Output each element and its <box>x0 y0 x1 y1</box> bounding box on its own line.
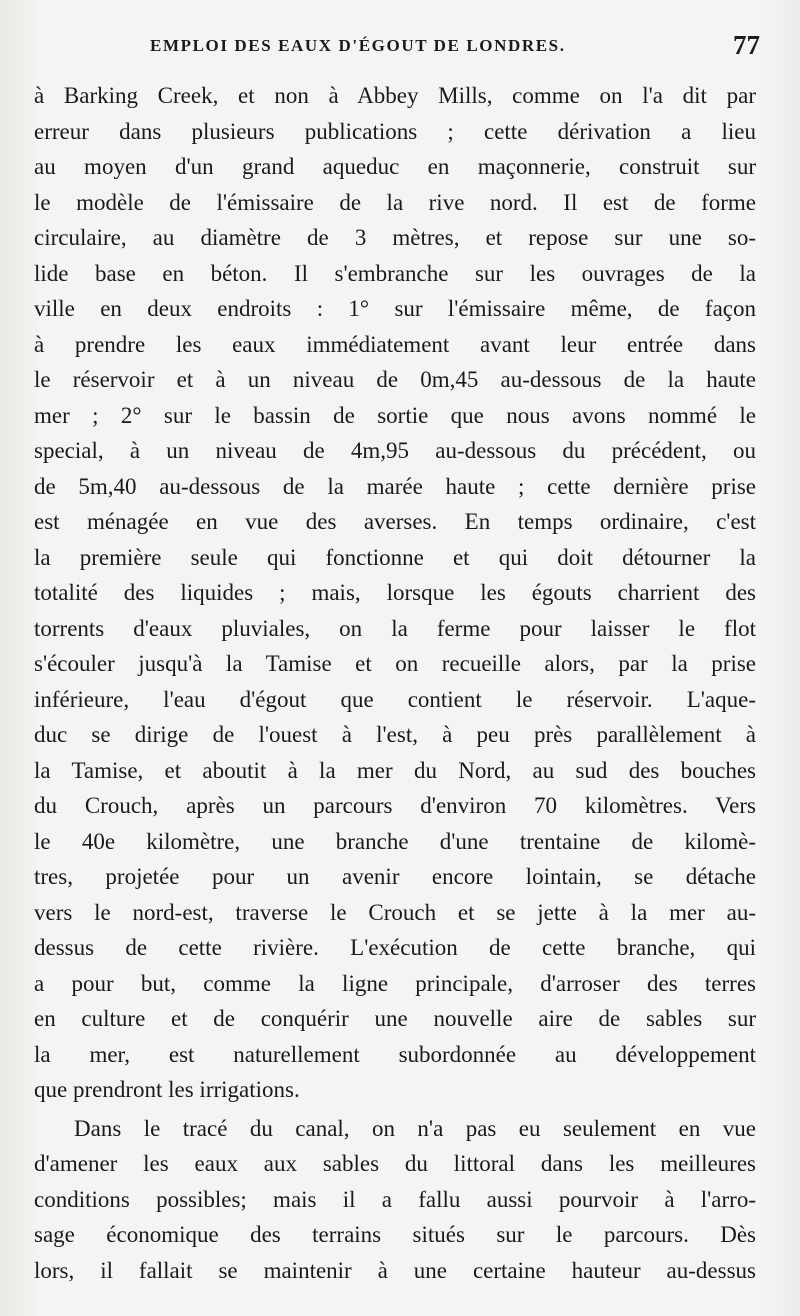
text-line: au moyen d'un grand aqueduc en maçonnerie, construit sur <box>34 154 756 179</box>
running-header <box>40 30 760 70</box>
text-line: mer ; 2° sur le bassin de sortie que nous avons nommé le <box>34 402 756 428</box>
text-line: tres, projetée pour un avenir encore lointain, se détache <box>34 864 756 889</box>
text-line: sage économique des terrains situés sur le parcours. Dès <box>34 1222 756 1247</box>
text-line: conditions possibles; mais il a fallu aussi pourvoir à l'arro- <box>34 1186 756 1212</box>
page-number: 77 <box>733 30 760 60</box>
text-line: la première seule qui fonctionne et qui doit détourner la <box>34 544 756 570</box>
paragraph-2 <box>34 1111 756 1289</box>
text-line: que prendront les irrigations. <box>34 1077 300 1102</box>
text-line: totalité des liquides ; mais, lorsque les égouts charrient des <box>34 580 756 605</box>
text-line: le modèle de l'émissaire de la rive nord. Il est de forme <box>34 189 756 215</box>
text-line: circulaire, au diamètre de 3 mètres, et repose sur une so- <box>34 225 756 250</box>
text-line: du Crouch, après un parcours d'environ 70 kilomètres. Vers <box>34 793 756 818</box>
text-line: d'amener les eaux aux sables du littoral dans les meilleures <box>34 1151 756 1176</box>
text-line: s'écouler jusqu'à la Tamise et on recueille alors, par la prise <box>34 651 756 676</box>
text-line: duc se dirige de l'ouest à l'est, à peu près parallèlement à <box>34 722 756 747</box>
text-line: le réservoir et à un niveau de 0m,45 au-dessous de la haute <box>34 367 756 392</box>
text-line: en culture et de conquérir une nouvelle aire de sables sur <box>34 1006 756 1031</box>
text-line: la Tamise, et aboutit à la mer du Nord, au sud des bouches <box>34 757 756 783</box>
text-line: inférieure, l'eau d'égout que contient le réservoir. L'aque- <box>34 686 756 712</box>
text-line: de 5m,40 au-dessous de la marée haute ; cette dernière prise <box>34 473 756 499</box>
text-line: vers le nord-est, traverse le Crouch et se jette à la mer au- <box>34 899 756 925</box>
text-line: est ménagée en vue des averses. En temps ordinaire, c'est <box>34 509 756 534</box>
text-line: dessus de cette rivière. L'exécution de cette branche, qui <box>34 935 756 960</box>
text-line: erreur dans plusieurs publications ; cette dérivation a lieu <box>34 118 756 144</box>
body-text <box>34 78 756 1288</box>
running-title: EMPLOI DES EAUX D'ÉGOUT DE LONDRES. <box>150 36 566 55</box>
text-line: ville en deux endroits : 1° sur l'émissaire même, de façon <box>34 296 756 321</box>
text-line: à Barking Creek, et non à Abbey Mills, comme on l'a dit par <box>34 83 756 108</box>
text-line: lors, il fallait se maintenir à une certaine hauteur au-dessus <box>34 1257 756 1283</box>
text-line: a pour but, comme la ligne principale, d'arroser des terres <box>34 970 756 996</box>
text-line: le 40e kilomètre, une branche d'une trentaine de kilomè- <box>34 828 756 854</box>
text-line: la mer, est naturellement subordonnée au développement <box>34 1041 756 1067</box>
text-line: torrents d'eaux pluviales, on la ferme pour laisser le flot <box>34 615 756 641</box>
text-line: à prendre les eaux immédiatement avant leur entrée dans <box>34 331 756 357</box>
paragraph-1 <box>34 78 756 1108</box>
text-line: special, à un niveau de 4m,95 au-dessous du précédent, ou <box>34 438 756 463</box>
text-line: Dans le tracé du canal, on n'a pas eu seulement en vue <box>74 1115 756 1141</box>
text-line: lide base en béton. Il s'embranche sur les ouvrages de la <box>34 260 756 286</box>
